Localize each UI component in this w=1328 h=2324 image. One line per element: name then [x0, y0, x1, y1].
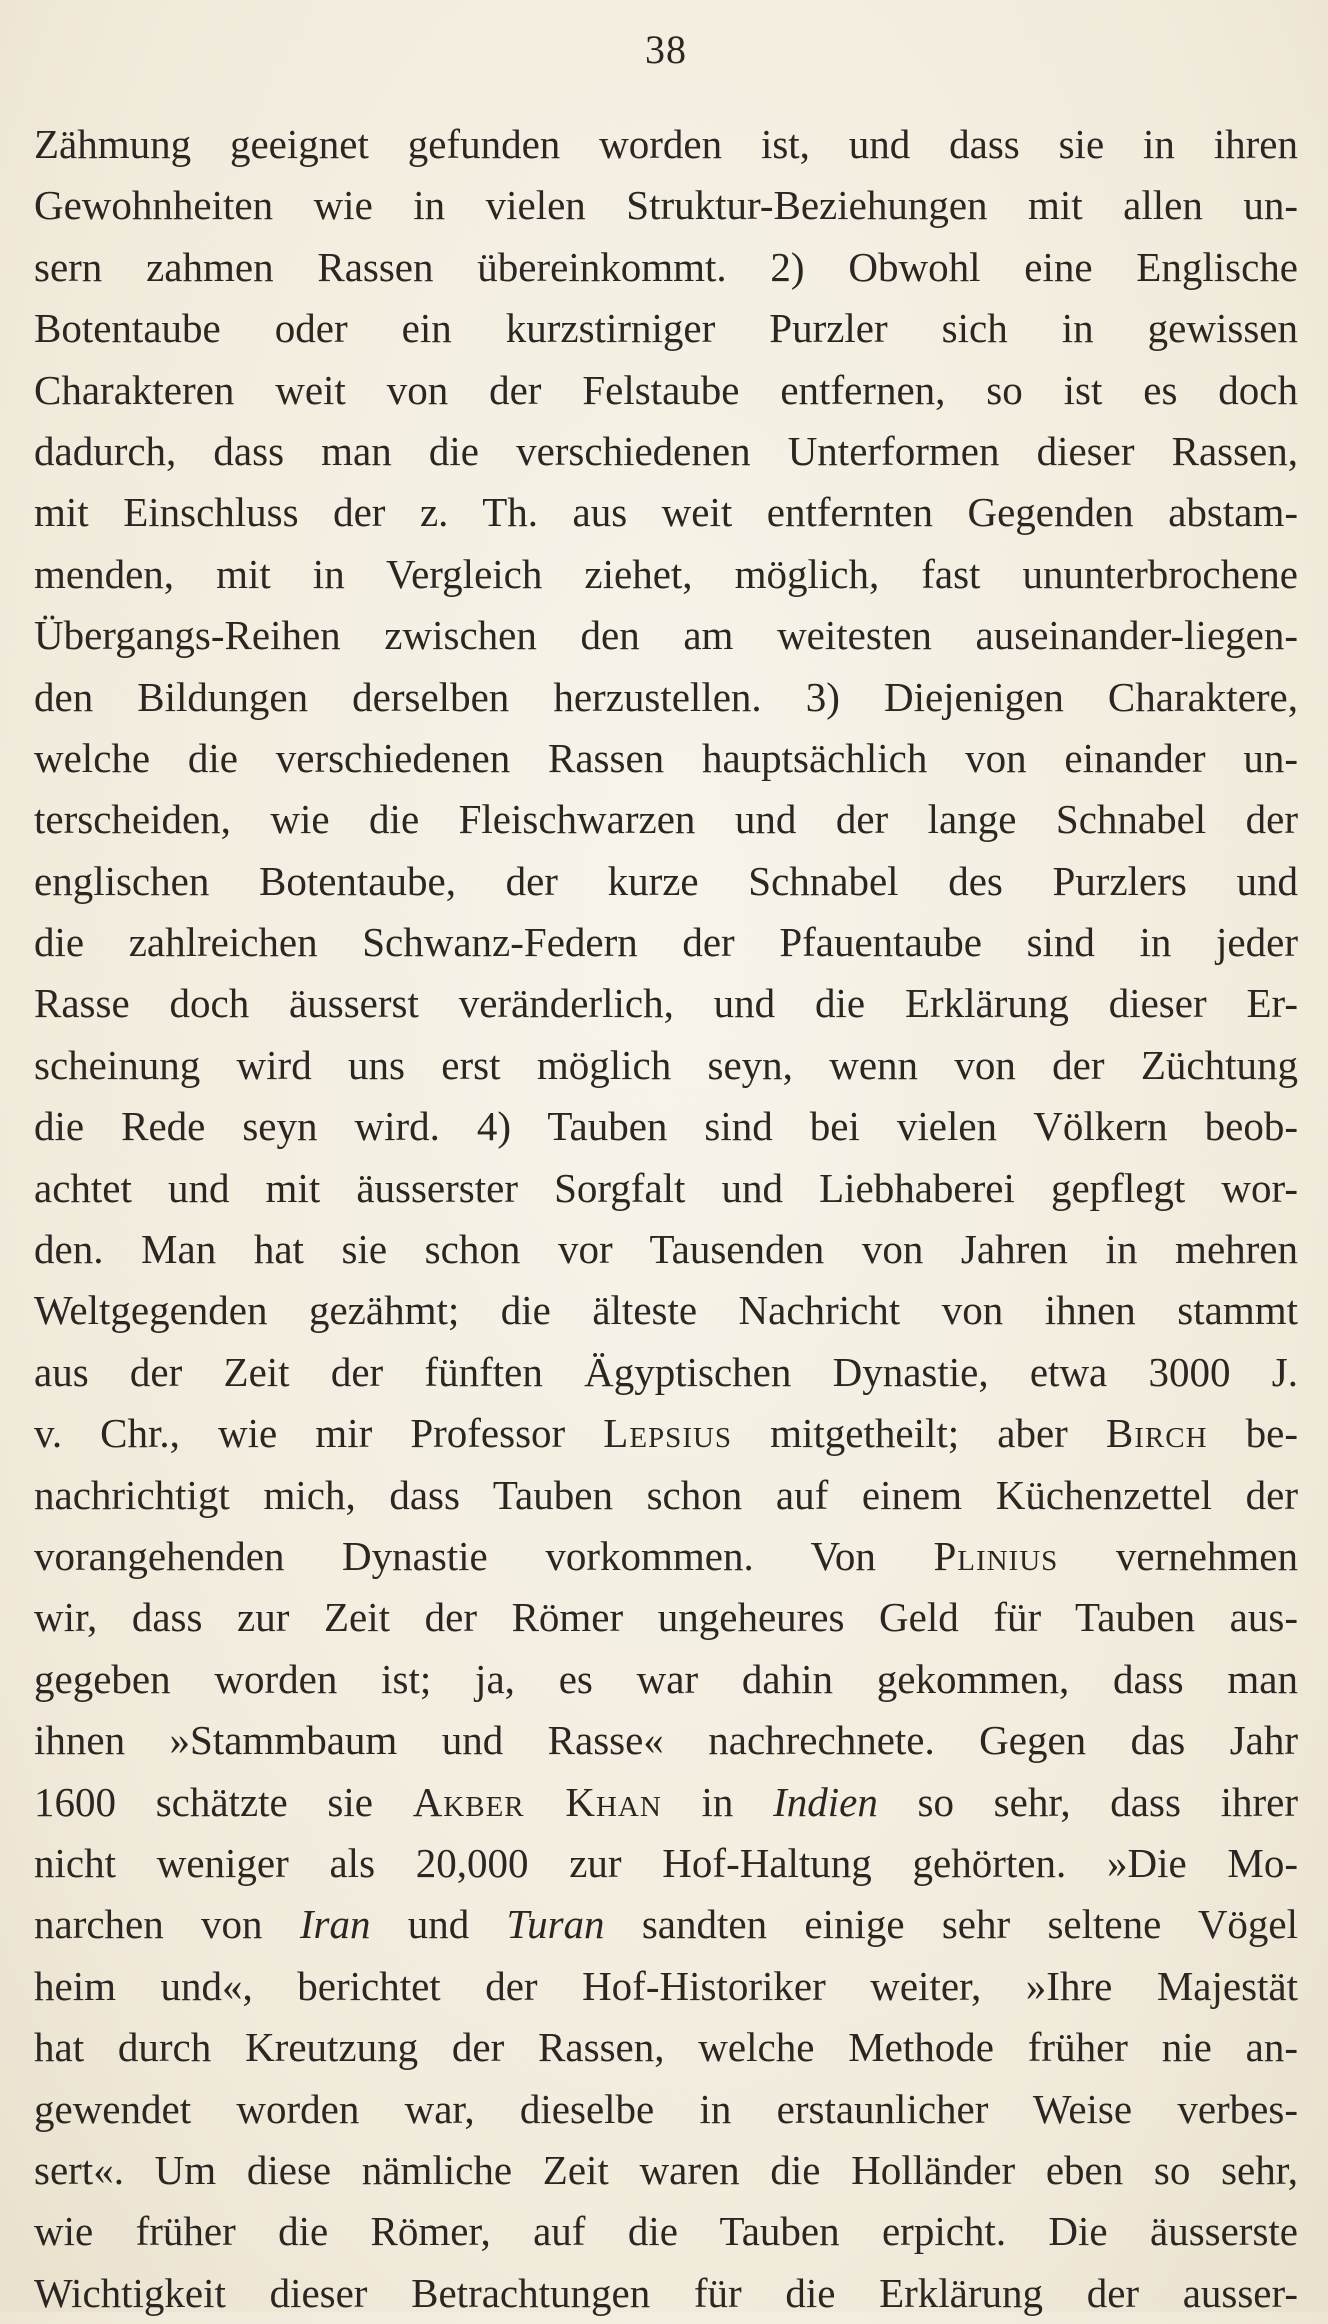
- body-text: [34, 114, 1298, 2324]
- text-line: [34, 175, 1298, 236]
- text-line: [34, 482, 1298, 543]
- text-line: [34, 912, 1298, 973]
- text-run: mit Einschluss der z. Th. aus weit entfernten Gegenden abstam-: [34, 489, 1298, 536]
- text-run: Charakteren weit von der Felstaube entfernen, so ist es doch: [34, 366, 1298, 413]
- text-line: [34, 728, 1298, 789]
- text-run: den. Man hat sie schon vor Tausenden von Jahren in mehren: [34, 1226, 1298, 1273]
- text-line: [34, 114, 1298, 175]
- text-line: [34, 1465, 1298, 1526]
- text-line: [34, 1526, 1298, 1587]
- text-line: [34, 1894, 1298, 1955]
- text-run: Wichtigkeit dieser Betrachtungen für die Erklärung der ausser-: [34, 2269, 1298, 2316]
- text-run: nicht weniger als 20,000 zur Hof-Haltung gehörten. »Die Mo-: [34, 1839, 1298, 1886]
- text-run: nachrichtigt mich, dass Tauben schon auf einem Küchenzettel der: [34, 1471, 1298, 1518]
- text-line: [34, 1649, 1298, 1710]
- text-run: Botentaube oder ein kurzstirniger Purzler sich in gewissen: [34, 305, 1298, 352]
- text-line: [34, 421, 1298, 482]
- text-run: so sehr, dass ihrer: [877, 1778, 1298, 1825]
- text-run: sandten einige sehr seltene Vögel: [604, 1901, 1298, 1948]
- author-name: Lepsius: [603, 1410, 733, 1457]
- text-line: [34, 237, 1298, 298]
- text-line: [34, 1587, 1298, 1648]
- text-run: und: [370, 1901, 507, 1948]
- place-name: Iran: [299, 1901, 371, 1948]
- text-run: mitgetheilt; aber: [732, 1410, 1106, 1457]
- text-run: hat durch Kreutzung der Rassen, welche Methode früher nie an-: [34, 2024, 1298, 2071]
- text-run: be-: [1207, 1410, 1298, 1457]
- text-line: [34, 789, 1298, 850]
- text-run: den Bildungen derselben herzustellen. 3) Diejenigen Charaktere,: [34, 673, 1298, 720]
- text-line: [34, 1833, 1298, 1894]
- text-run: sert«. Um diese nämliche Zeit waren die Holländer eben so sehr,: [34, 2146, 1298, 2193]
- text-run: achtet und mit äusserster Sorgfalt und Liebhaberei gepflegt wor-: [34, 1164, 1298, 1211]
- text-run: scheinung wird uns erst möglich seyn, wenn von der Züchtung: [34, 1041, 1298, 1088]
- author-name: Plinius: [933, 1532, 1059, 1579]
- text-line: [34, 1342, 1298, 1403]
- text-run: englischen Botentaube, der kurze Schnabel des Purzlers und: [34, 857, 1298, 904]
- text-run: gewendet worden war, dieselbe in erstaunlicher Weise verbes-: [34, 2085, 1298, 2132]
- text-run: 1600 schätzte sie: [34, 1778, 413, 1825]
- text-run: aus der Zeit der fünften Ägyptischen Dynastie, etwa 3000 J.: [34, 1348, 1298, 1395]
- author-name: Akber Khan: [412, 1778, 662, 1825]
- text-line: [34, 1710, 1298, 1771]
- text-line: [34, 360, 1298, 421]
- text-line: [34, 2263, 1298, 2324]
- place-name: Turan: [506, 1901, 605, 1948]
- text-run: Übergangs-Reihen zwischen den am weitesten auseinander-liegen-: [34, 612, 1298, 659]
- text-line: [34, 544, 1298, 605]
- text-line: [34, 667, 1298, 728]
- text-run: dadurch, dass man die verschiedenen Unterformen dieser Rassen,: [34, 427, 1298, 474]
- text-line: [34, 1772, 1298, 1833]
- text-line: [34, 605, 1298, 666]
- text-line: [34, 298, 1298, 359]
- text-line: [34, 2201, 1298, 2262]
- text-run: narchen von: [34, 1901, 300, 1948]
- text-run: vorangehenden Dynastie vorkommen. Von: [34, 1532, 934, 1579]
- text-run: welche die verschiedenen Rassen hauptsächlich von einander un-: [34, 734, 1298, 781]
- text-run: die Rede seyn wird. 4) Tauben sind bei vielen Völkern beob-: [34, 1103, 1298, 1150]
- text-run: die zahlreichen Schwanz-Federn der Pfauentaube sind in jeder: [34, 919, 1298, 966]
- text-line: [34, 1280, 1298, 1341]
- text-run: gegeben worden ist; ja, es war dahin gekommen, dass man: [34, 1655, 1298, 1702]
- text-run: wir, dass zur Zeit der Römer ungeheures Geld für Tauben aus-: [34, 1594, 1298, 1641]
- author-name: Birch: [1105, 1410, 1208, 1457]
- text-line: [34, 1219, 1298, 1280]
- text-run: Zähmung geeignet gefunden worden ist, und dass sie in ihren: [34, 121, 1298, 167]
- text-run: Weltgegenden gezähmt; die älteste Nachricht von ihnen stammt: [34, 1287, 1298, 1334]
- page-number: 38: [645, 27, 687, 72]
- text-run: ihnen »Stammbaum und Rasse« nachrechnete. Gegen das Jahr: [34, 1717, 1298, 1764]
- text-run: Gewohnheiten wie in vielen Struktur-Beziehungen mit allen un-: [34, 182, 1298, 229]
- text-line: [34, 2140, 1298, 2201]
- text-run: sern zahmen Rassen übereinkommt. 2) Obwohl eine Englische: [34, 243, 1298, 290]
- text-run: menden, mit in Vergleich ziehet, möglich, fast ununterbrochene: [34, 550, 1298, 597]
- text-line: [34, 1096, 1298, 1157]
- text-run: Rasse doch äusserst veränderlich, und die Erklärung dieser Er-: [34, 980, 1298, 1027]
- text-run: in: [661, 1778, 774, 1825]
- text-run: wie früher die Römer, auf die Tauben erpicht. Die äusserste: [34, 2208, 1298, 2255]
- text-line: [34, 2017, 1298, 2078]
- text-line: [34, 1158, 1298, 1219]
- text-run: v. Chr., wie mir Professor: [34, 1410, 604, 1457]
- text-line: [34, 2079, 1298, 2140]
- text-line: [34, 973, 1298, 1034]
- text-run: heim und«, berichtet der Hof-Historiker weiter, »Ihre Majestät: [34, 1962, 1298, 2009]
- place-name: Indien: [773, 1778, 878, 1825]
- text-line: [34, 1403, 1298, 1464]
- text-run: terscheiden, wie die Fleischwarzen und der lange Schnabel der: [34, 796, 1298, 843]
- text-line: [34, 1956, 1298, 2017]
- text-line: [34, 1035, 1298, 1096]
- text-line: [34, 851, 1298, 912]
- text-run: vernehmen: [1058, 1532, 1298, 1579]
